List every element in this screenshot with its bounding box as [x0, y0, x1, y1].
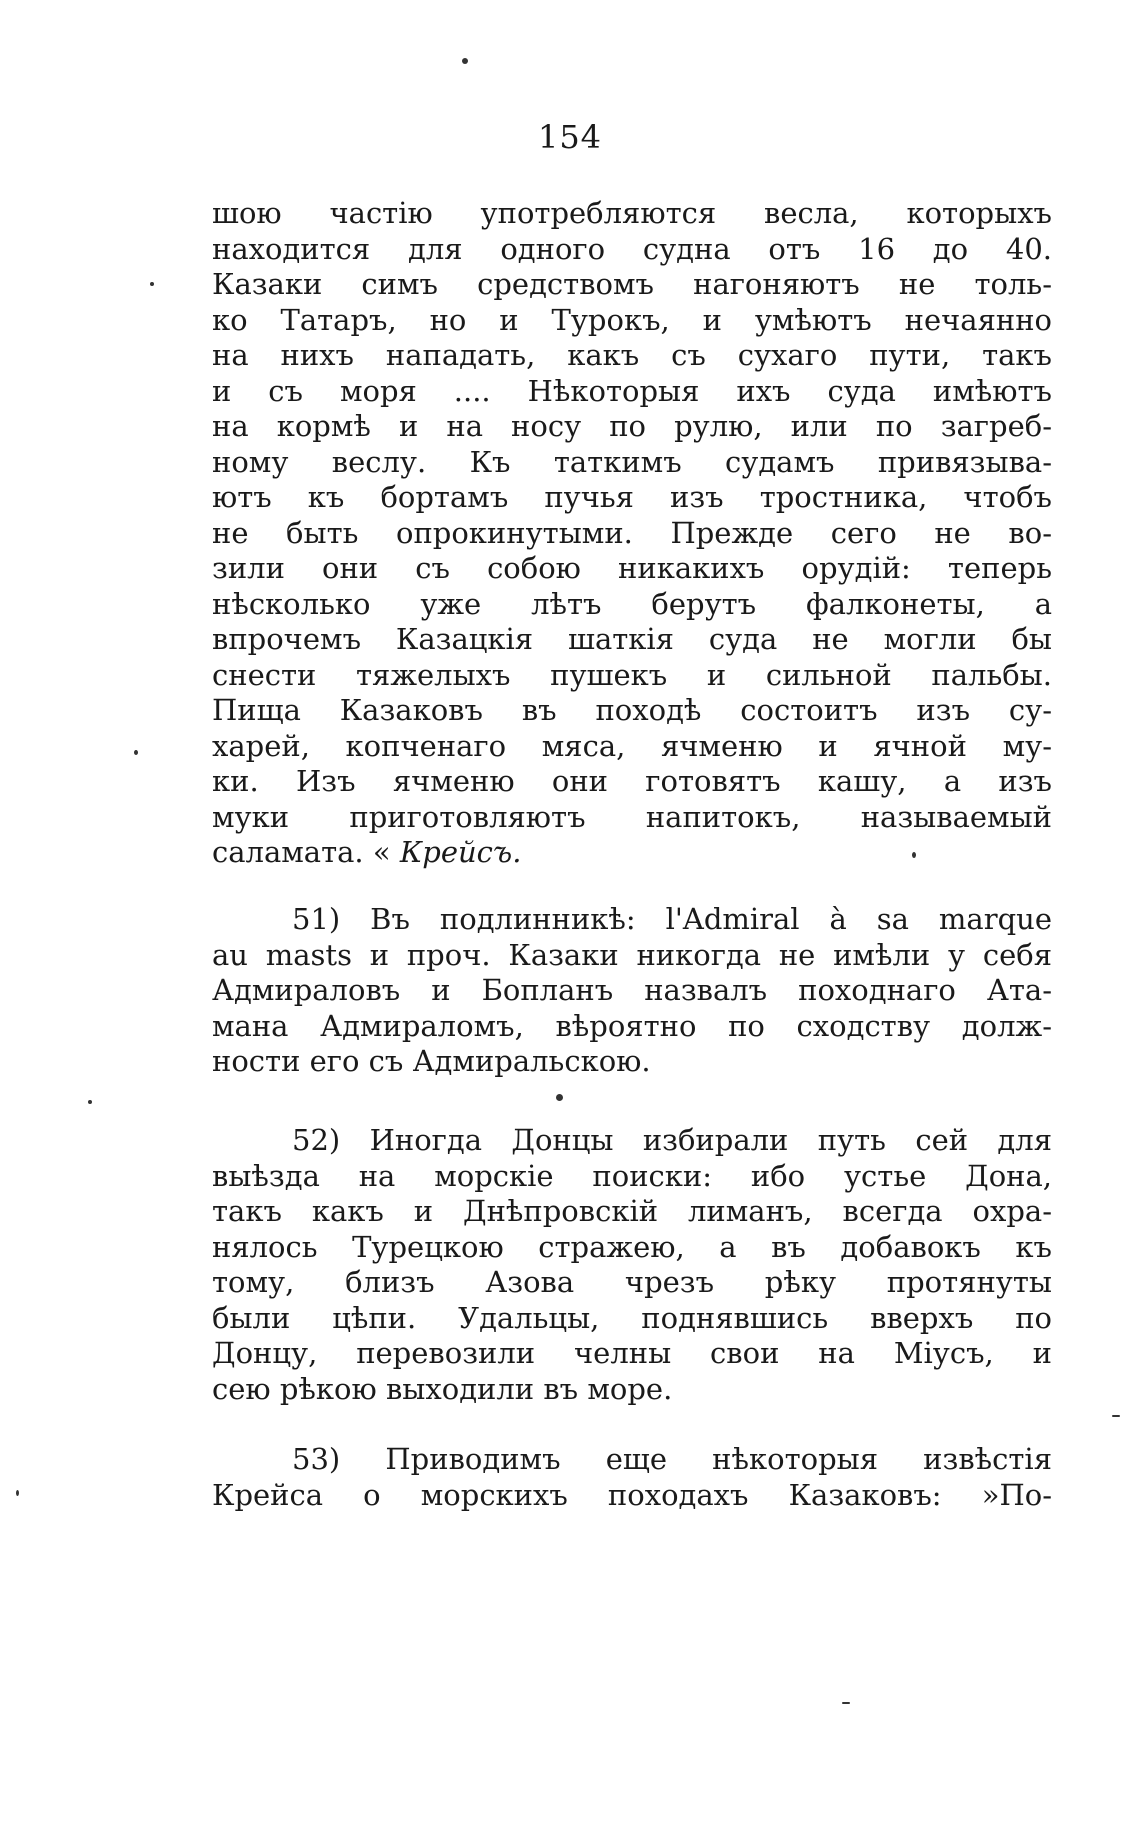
scan-speck	[912, 852, 916, 858]
scan-speck	[88, 1100, 92, 1104]
text-line: находится для одного судна отъ 16 до 40.	[212, 231, 1052, 266]
text-line: Крейса о морскихъ походахъ Казаковъ: »По-	[212, 1477, 1052, 1512]
text-line: тому, близъ Азова чрезъ рѣку протянуты	[212, 1265, 1052, 1299]
text-line: снести тяжелыхъ пушекъ и сильной пальбы.	[212, 657, 1052, 692]
text-line: нѣсколько уже лѣтъ берутъ фалконеты, а	[212, 586, 1052, 621]
text-line: au masts и проч. Казаки никогда не имѣли у себя	[212, 937, 1052, 972]
scan-speck	[1112, 1415, 1120, 1417]
text-line-last: сею рѣкою выходили въ море.	[212, 1371, 673, 1406]
text-line-last: ности его съ Адмиральскою.	[212, 1044, 651, 1078]
attribution: Крейсъ.	[399, 835, 522, 869]
text-line: ки. Изъ ячменю они готовятъ кашу, а изъ	[212, 764, 1052, 798]
text-line: ному веслу. Къ таткимъ судамъ привязыва-	[212, 444, 1052, 479]
scan-speck	[150, 282, 154, 286]
text-line: 52) Иногда Донцы избирали путь сей для	[292, 1123, 1052, 1157]
text-line: ютъ къ бортамъ пучья изъ тростника, чтобъ	[212, 480, 1052, 514]
footnote-51	[212, 902, 1052, 1080]
text-line: выѣзда на морскiе поиски: ибо устье Дона,	[212, 1158, 1052, 1193]
scan-speck	[16, 1490, 19, 1496]
footnote-52	[212, 1123, 1052, 1407]
paragraph-continuation	[212, 196, 1052, 871]
text-line: мана Адмираломъ, вѣроятно по сходству долж-	[212, 1008, 1052, 1043]
text-line: ко Татаръ, но и Турокъ, и умѣютъ нечаянно	[212, 302, 1052, 337]
text-line: Донцу, перевозили челны свои на Мiусъ, и	[212, 1336, 1052, 1370]
text-line: 51) Въ подлинникѣ: l'Admiral à sa marque	[292, 902, 1052, 936]
footnote-53	[212, 1442, 1052, 1513]
scan-speck	[134, 750, 138, 755]
text-line: шою частiю употребляются весла, которыхъ	[212, 196, 1052, 230]
text-line: были цѣпи. Удальцы, поднявшись вверхъ по	[212, 1300, 1052, 1335]
text-line: и съ моря .... Нѣкоторыя ихъ суда имѣютъ	[212, 373, 1052, 408]
text-line: на кормѣ и на носу по рулю, или по загреб-	[212, 409, 1052, 443]
text-line: нялось Турецкою стражею, а въ добавокъ къ	[212, 1229, 1052, 1264]
text-line: муки приготовляютъ напитокъ, называемый	[212, 799, 1052, 834]
text-line: не быть опрокинутыми. Прежде сего не во-	[212, 515, 1052, 550]
quote-text: саламата. «	[212, 835, 391, 869]
scan-speck	[556, 1094, 563, 1101]
text-line: Казаки симъ средствомъ нагоняютъ не толь-	[212, 267, 1052, 301]
text-line: на нихъ нападать, какъ съ сухаго пути, такъ	[212, 338, 1052, 372]
text-line: 53) Приводимъ еще нѣкоторыя извѣстiя	[292, 1442, 1052, 1476]
scan-speck	[462, 58, 468, 64]
text-line: впрочемъ Казацкiя шаткiя суда не могли бы	[212, 622, 1052, 656]
scan-speck	[842, 1702, 850, 1704]
text-line: Пища Казаковъ въ походѣ состоитъ изъ су-	[212, 693, 1052, 727]
text-line: такъ какъ и Днѣпровскiй лиманъ, всегда охра-	[212, 1194, 1052, 1228]
text-line: Адмираловъ и Бопланъ назвалъ походнаго Ата-	[212, 973, 1052, 1007]
text-line: харей, копченаго мяса, ячменю и ячной му-	[212, 728, 1052, 763]
text-line: зили они съ собою никакихъ орудiй: теперь	[212, 551, 1052, 585]
page-number: 154	[537, 118, 603, 156]
text-line-last	[212, 835, 1052, 871]
